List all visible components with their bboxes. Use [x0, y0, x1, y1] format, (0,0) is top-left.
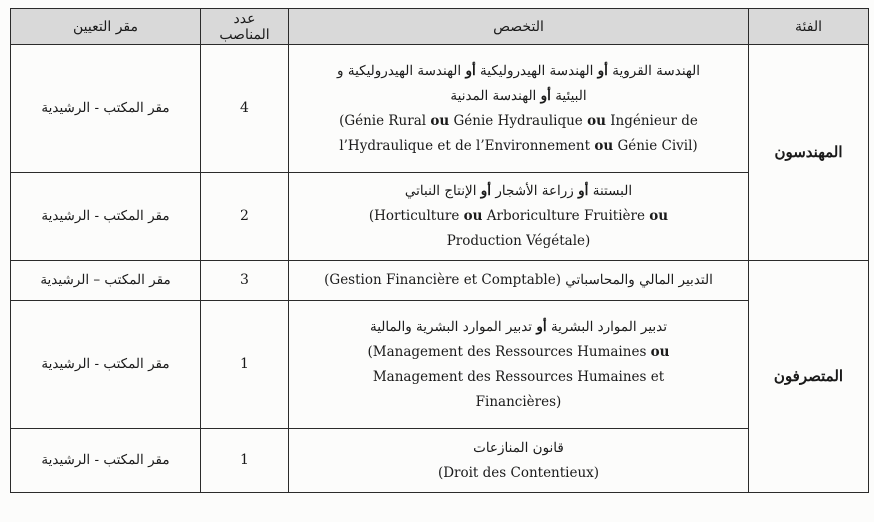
specialty-fr-line: (Génie Rural ou Génie Hydraulique ou Ingénieur de — [339, 112, 698, 129]
specialty-ar-line: البستنة أو زراعة الأشجار أو الإنتاج النباتي — [404, 183, 633, 199]
positions-cell: 3 — [201, 261, 289, 301]
positions-cell: 1 — [201, 301, 289, 429]
specialty-ar-line: الهندسة القروية أو الهندسة الهيدروليكية أو الهندسة الهيدروليكية و — [337, 62, 700, 79]
table-row — [11, 429, 869, 493]
positions-cell: 1 — [201, 429, 289, 493]
specialty-fr-line: Management des Ressources Humaines et — [372, 368, 665, 385]
specialty-cell — [289, 173, 749, 261]
specialty-fr-line: l’Hydraulique et de l’Environnement ou Génie Civil) — [339, 137, 698, 154]
location-cell: مقر المكتب - الرشيدية — [11, 301, 201, 429]
specialty-ar-line: تدبير الموارد البشرية أو تدبير الموارد البشرية والمالية — [369, 318, 667, 335]
category-cell: المهندسون — [749, 45, 869, 261]
positions-cell: 2 — [201, 173, 289, 261]
specialty-fr-line: Financières) — [475, 393, 562, 410]
positions-cell: 4 — [201, 45, 289, 173]
specialty-fr-line: (Droit des Contentieux) — [437, 464, 600, 481]
location-cell: مقر المكتب - الرشيدية — [11, 45, 201, 173]
specialty-fr-line: (Horticulture ou Arboriculture Fruitière ou — [368, 208, 669, 224]
specialty-cell — [289, 429, 749, 493]
header-category: الفئة — [749, 9, 869, 45]
positions-table — [10, 8, 869, 493]
header-positions: عدد المناصب — [201, 9, 289, 45]
location-cell: مقر المكتب - الرشيدية — [11, 429, 201, 493]
specialty-ar-line: البيئية أو الهندسة المدنية — [450, 87, 587, 104]
category-cell: المتصرفون — [749, 261, 869, 493]
specialty-fr-line: (Management des Ressources Humaines ou — [367, 343, 670, 360]
table-row — [11, 261, 869, 301]
table-header-row — [11, 9, 869, 45]
location-cell: مقر المكتب - الرشيدية — [11, 173, 201, 261]
specialty-cell — [289, 301, 749, 429]
specialty-ar-line: قانون المنازعات — [473, 439, 564, 456]
table-row — [11, 45, 869, 173]
header-location: مقر التعيين — [11, 9, 201, 45]
specialty-cell — [289, 261, 749, 301]
location-cell: مقر المكتب – الرشيدية — [11, 261, 201, 301]
table-row — [11, 173, 869, 261]
specialty-cell — [289, 45, 749, 173]
specialty-fr-line: Production Végétale) — [446, 233, 591, 249]
specialty-mixed-line: التدبير المالي والمحاسباتي (Gestion Financière et Comptable) — [324, 272, 713, 288]
header-specialty: التخصص — [289, 9, 749, 45]
table-row — [11, 301, 869, 429]
